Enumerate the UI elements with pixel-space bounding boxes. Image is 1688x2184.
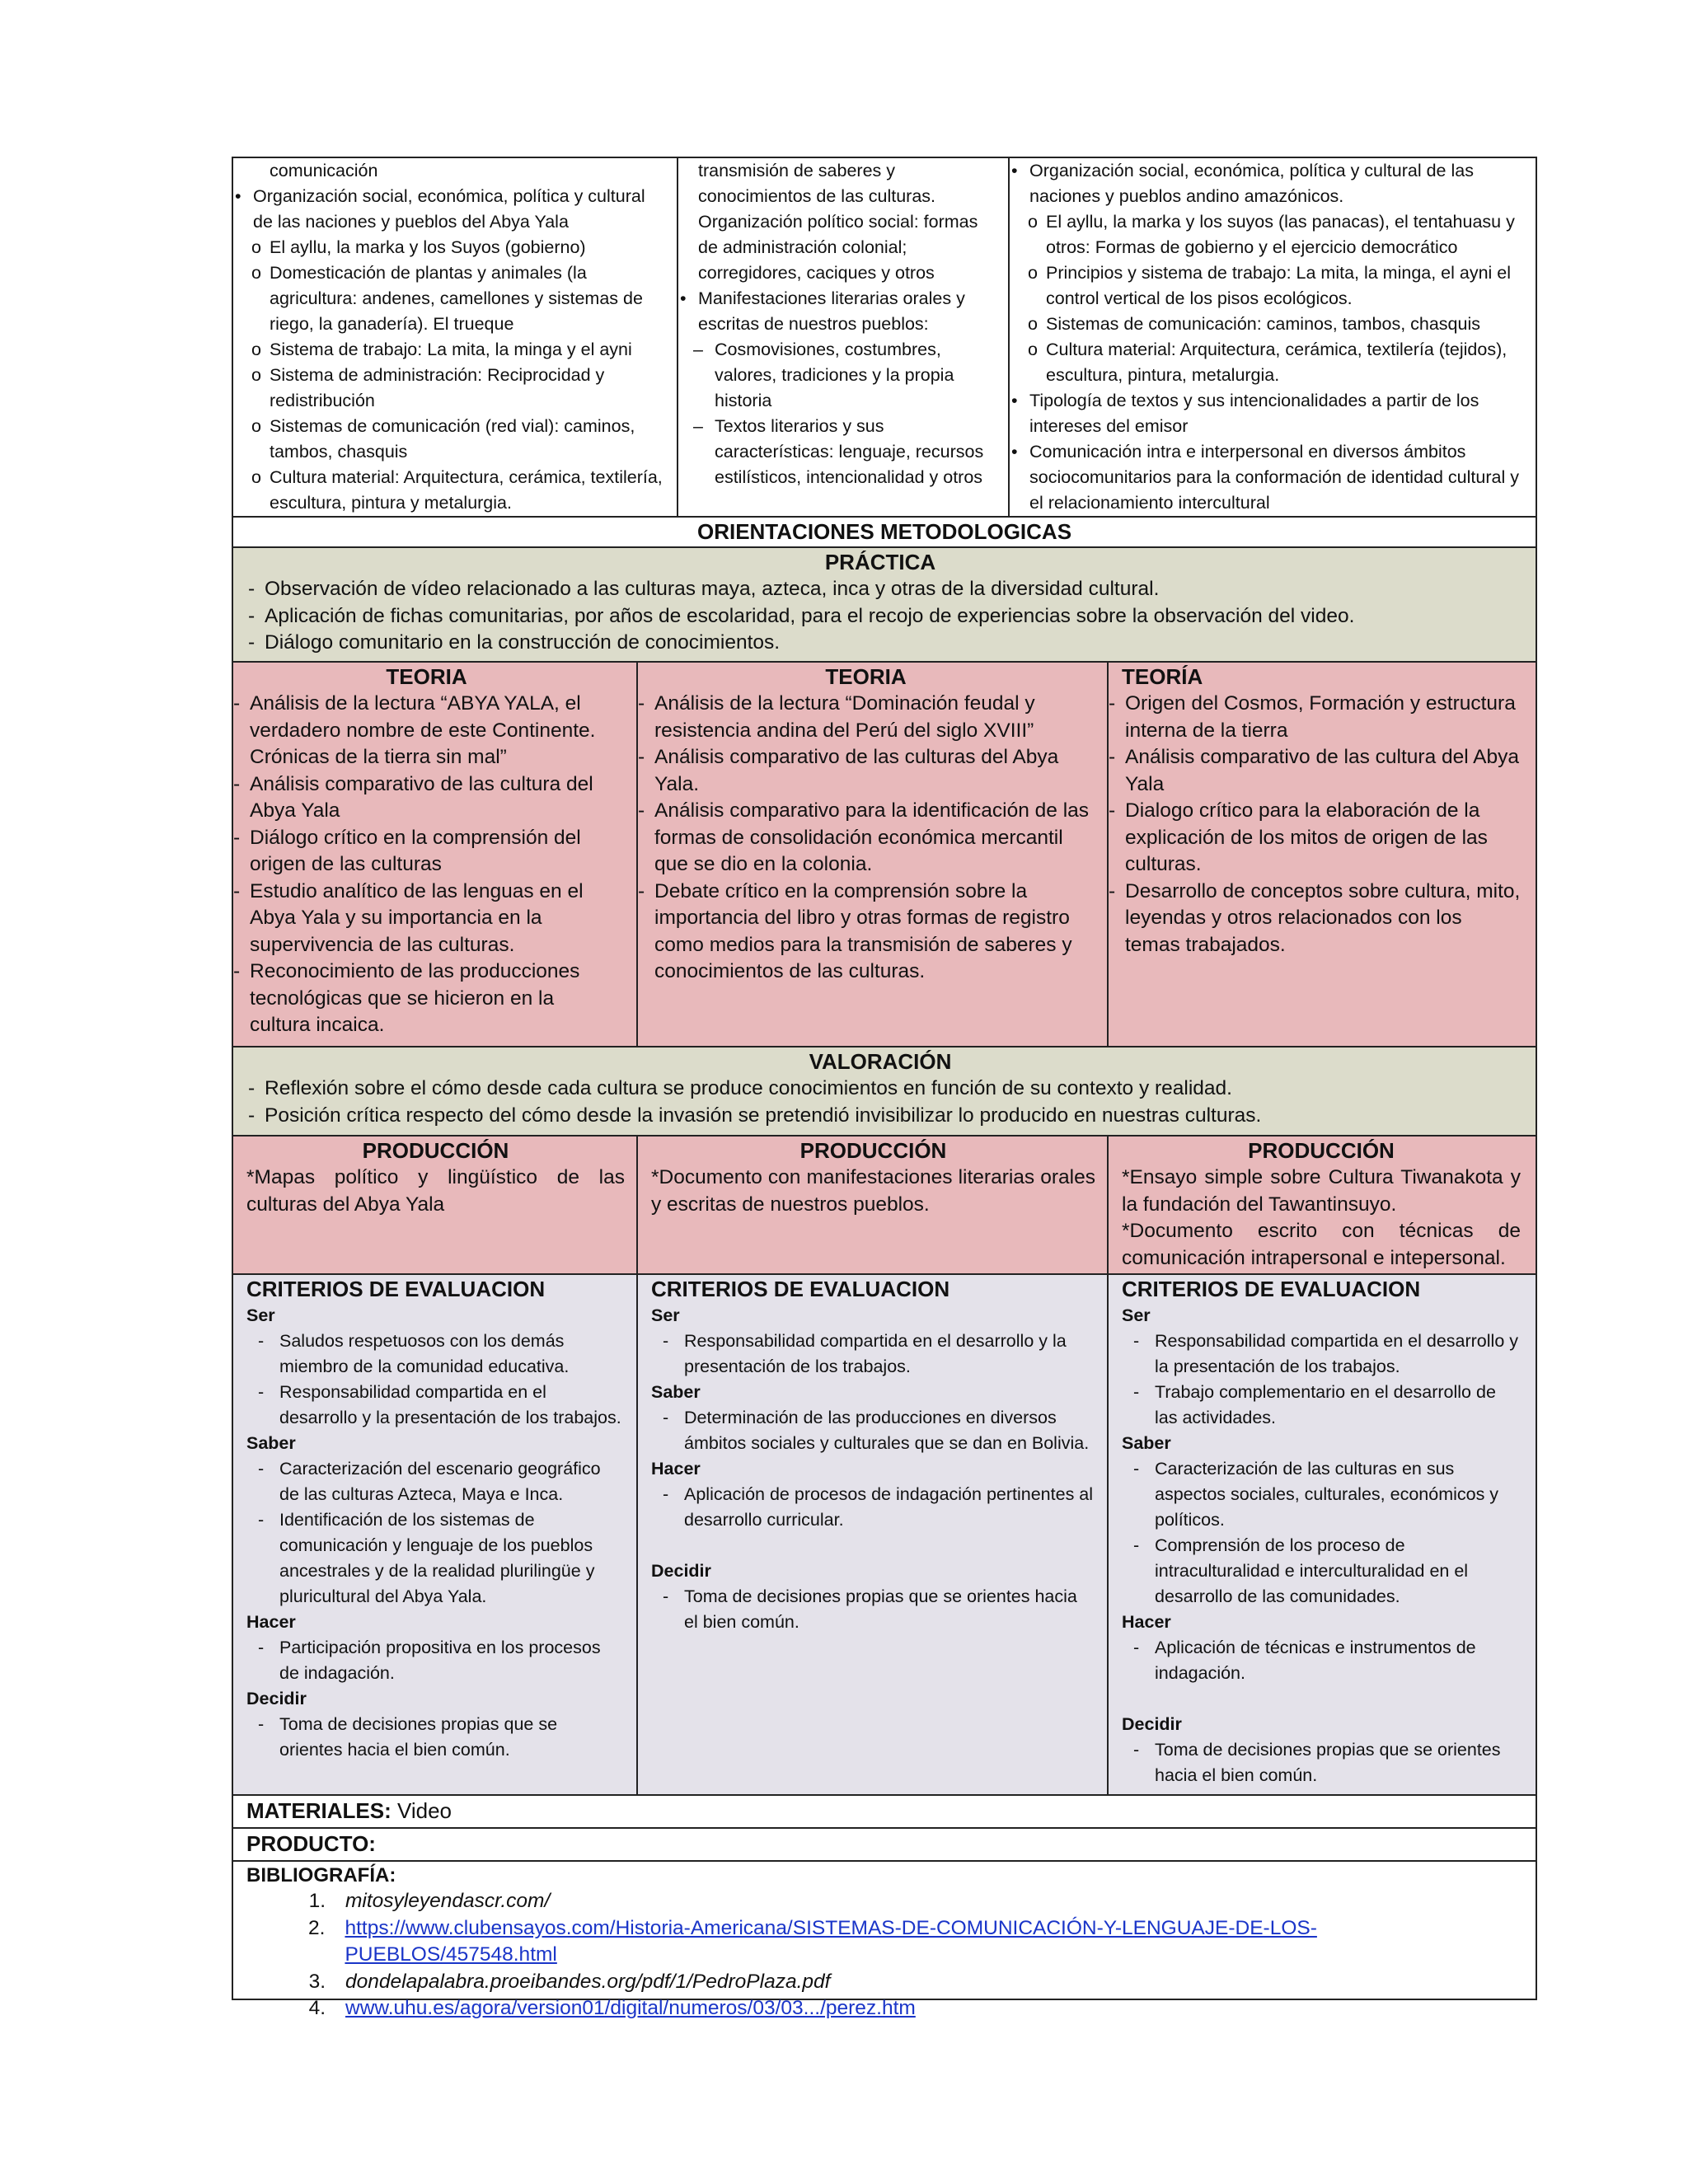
list-item: - Reconocimiento de las producciones tecnológicas que se hicieron en la cultura incaica. [233, 958, 620, 1039]
teoria-list [233, 691, 620, 1039]
section-title: TEORIA [386, 664, 467, 689]
criteria-list [651, 1329, 1094, 1380]
list-item: - Toma de decisiones propias que se orientes hacia el bien común. [1122, 1737, 1522, 1788]
section-title: PRODUCCIÓN [362, 1138, 509, 1163]
produccion-col-2 [638, 1137, 1109, 1273]
criterios-col-3 [1109, 1275, 1536, 1794]
criterios-col-1 [233, 1275, 638, 1794]
criteria-list [246, 1329, 623, 1431]
sub-list [678, 337, 1001, 490]
text-lead: Organización político social: formas de administración colonial; corregidores, caciques y otros [698, 212, 978, 283]
section-title: CRITERIOS DE EVALUACION [1122, 1277, 1421, 1301]
curriculum-plan-table [232, 157, 1537, 2019]
list-item: - Toma de decisiones propias que se orientes hacia el bien común. [246, 1712, 623, 1763]
produccion-col-1 [233, 1137, 638, 1273]
bib-text: mitosyleyendascr.com/ [345, 1890, 551, 1912]
list-item: - Observación de vídeo relacionado a las culturas maya, azteca, inca y otras de la diversidad cultural. [233, 576, 1527, 603]
criteria-list [246, 1712, 623, 1763]
list-item: o Sistemas de comunicación (red vial): caminos, tambos, chasquis [233, 414, 665, 465]
teoria-col-3 [1109, 663, 1536, 1046]
list-item: - Responsabilidad compartida en el desarrollo y la presentación de los trabajos. [246, 1380, 623, 1431]
list-item: - Análisis comparativo de las cultura del Abya Yala [233, 771, 620, 825]
list-item: • Manifestaciones literarias orales y escritas de nuestros pueblos: [678, 286, 1001, 337]
bibliografia-row [233, 1862, 1536, 2019]
list-item: - Reflexión sobre el cómo desde cada cultura se produce conocimientos en función de su contexto y realidad. [233, 1076, 1527, 1103]
section-title: TEORÍA [1122, 664, 1203, 689]
criteria-list [651, 1482, 1094, 1533]
contents-col-2 [678, 158, 1010, 516]
list-item [246, 1995, 1522, 2022]
list-item: - Debate crítico en la comprensión sobre la importancia del libro y otras formas de registro como medios para la transmisión de saberes y conocimientos de las culturas. [638, 879, 1094, 986]
criteria-label: Hacer [246, 1612, 296, 1632]
list-item: • Organización social, económica, política y cultural de las naciones y pueblos del Abya Yala [233, 184, 665, 235]
criteria-list [1122, 1329, 1522, 1431]
criterios-row [233, 1275, 1536, 1796]
valoracion-cell [233, 1047, 1536, 1135]
list-item: - Caracterización de las culturas en sus aspectos sociales, culturales, económicos y políticos. [1122, 1456, 1522, 1533]
list-item: o El ayllu, la marka y los suyos (las panacas), el tentahuasu y otros: Formas de gobierno y el ejercicio democrático [1010, 209, 1521, 260]
teoria-col-1 [233, 663, 638, 1046]
section-title: PRODUCCIÓN [799, 1138, 947, 1163]
item-number: 1. [308, 1890, 326, 1912]
produccion-text: *Documento con manifestaciones literarias orales y escritas de nuestros pueblos. [651, 1166, 1095, 1216]
criteria-label: Decidir [1122, 1714, 1182, 1734]
section-title: TEORIA [825, 664, 907, 689]
bullet-list [1010, 388, 1521, 516]
list-item: o El ayllu, la marka y los Suyos (gobierno) [233, 235, 665, 260]
criterios-col-2 [638, 1275, 1109, 1794]
materiales-label: MATERIALES: [246, 1798, 392, 1823]
practica-row [233, 548, 1536, 663]
criteria-list [651, 1405, 1094, 1456]
list-item: - Análisis comparativo para la identificación de las formas de consolidación económica mercantil que se dio en la colonia. [638, 798, 1094, 879]
criteria-label: Ser [246, 1305, 275, 1325]
criteria-list [246, 1635, 623, 1686]
list-item [246, 1915, 1522, 1969]
list-item: - Diálogo comunitario en la construcción de conocimientos. [233, 630, 1527, 657]
teoria-list [1109, 691, 1522, 958]
criteria-list [651, 1584, 1094, 1635]
criteria-label: Ser [651, 1305, 680, 1325]
list-item: - Análisis de la lectura “Dominación feudal y resistencia andina del Perú del siglo XVIII” [638, 691, 1094, 744]
list-item: - Posición crítica respecto del cómo desde la invasión se pretendió invisibilizar lo producido en nuestras culturas. [233, 1103, 1527, 1130]
produccion-col-3 [1109, 1137, 1536, 1273]
practica-cell [233, 548, 1536, 661]
list-item: - Análisis comparativo de las cultura del Abya Yala [1109, 744, 1522, 798]
list-item: o Principios y sistema de trabajo: La mita, la minga, el ayni el control vertical de los pisos ecológicos. [1010, 260, 1521, 312]
sub-list [1010, 209, 1521, 388]
valoracion-row [233, 1047, 1536, 1137]
list-item: - Desarrollo de conceptos sobre cultura, mito, leyendas y otros relacionados con los temas trabajados. [1109, 879, 1522, 959]
bib-link[interactable]: https://www.clubensayos.com/Historia-Americana/SISTEMAS-DE-COMUNICACIÓN-Y-LENGUAJE-DE-LOS-PUEBLOS/457548.html [345, 1916, 1317, 1966]
list-item: - Participación propositiva en los procesos de indagación. [246, 1635, 623, 1686]
list-item: - Diálogo crítico en la comprensión del origen de las culturas [233, 825, 620, 879]
section-title: PRÁCTICA [824, 550, 936, 574]
criteria-list [1122, 1737, 1522, 1788]
list-item: - Trabajo complementario en el desarrollo de las actividades. [1122, 1380, 1522, 1431]
list-item: • Organización social, económica, política y cultural de las naciones y pueblos andino amazónicos. [1010, 158, 1521, 209]
criteria-label: Saber [651, 1382, 701, 1402]
criteria-label: Ser [1122, 1305, 1151, 1325]
teoria-row [233, 663, 1536, 1047]
list-item: - Dialogo crítico para la elaboración de la explicación de los mitos de origen de las culturas. [1109, 798, 1522, 879]
list-item: - Identificación de los sistemas de comunicación y lenguaje de los pueblos ancestrales y de la realidad plurilingüe y pluricultural del Abya Yala. [246, 1507, 623, 1610]
list-item: - Aplicación de procesos de indagación pertinentes al desarrollo curricular. [651, 1482, 1094, 1533]
list-item: • Comunicación intra e interpersonal en diversos ámbitos sociocomunitarios para la conformación de identidad cultural y el relacionamiento intercultural [1010, 439, 1521, 516]
producto-label: PRODUCTO: [246, 1831, 376, 1856]
sub-list [233, 235, 665, 516]
list-item: – Cosmovisiones, costumbres, valores, tradiciones y la propia historia [678, 337, 1001, 414]
list-item: - Saludos respetuosos con los demás miembro de la comunidad educativa. [246, 1329, 623, 1380]
list-item: o Sistema de trabajo: La mita, la minga y el ayni [233, 337, 665, 363]
contents-row [233, 158, 1536, 518]
materiales-row [233, 1796, 1536, 1829]
section-title: PRODUCCIÓN [1248, 1138, 1395, 1163]
contents-col-3 [1010, 158, 1536, 516]
section-title: ORIENTACIONES METODOLOGICAS [696, 519, 1072, 544]
list-item: – Textos literarios y sus características: lenguaje, recursos estilísticos, intencionalidad y otros [678, 414, 1001, 490]
text-lead: comunicación [270, 161, 378, 180]
orientaciones-row [233, 518, 1536, 548]
section-title: VALORACIÓN [809, 1049, 952, 1074]
list-item: o Cultura material: Arquitectura, cerámica, textilería (tejidos), escultura, pintura, metalurgia. [1010, 337, 1521, 388]
criteria-list [246, 1456, 623, 1610]
criteria-label: Decidir [246, 1689, 307, 1708]
list-item: • Tipología de textos y sus intencionalidades a partir de los intereses del emisor [1010, 388, 1521, 439]
list-item: - Determinación de las producciones en diversos ámbitos sociales y culturales que se dan en Bolivia. [651, 1405, 1094, 1456]
list-item: - Análisis comparativo de las culturas del Abya Yala. [638, 744, 1094, 798]
materiales-cell [233, 1796, 1536, 1827]
item-number: 2. [308, 1916, 326, 1939]
bullet-list [233, 184, 665, 235]
teoria-list [638, 691, 1094, 986]
list-item: - Aplicación de técnicas e instrumentos de indagación. [1122, 1635, 1522, 1686]
bibliografia-list [246, 1888, 1522, 2022]
produccion-text: *Mapas político y lingüístico de las culturas del Abya Yala [246, 1166, 625, 1216]
list-item [246, 1969, 1522, 1996]
list-item: o Sistemas de comunicación: caminos, tambos, chasquis [1010, 312, 1521, 337]
materiales-value: Video [396, 1798, 452, 1823]
valoracion-list [233, 1076, 1527, 1129]
section-title: CRITERIOS DE EVALUACION [651, 1277, 950, 1301]
list-item: - Origen del Cosmos, Formación y estructura interna de la tierra [1109, 691, 1522, 744]
criteria-label: Hacer [651, 1459, 701, 1479]
list-item: - Caracterización del escenario geográfico de las culturas Azteca, Maya e Inca. [246, 1456, 623, 1507]
bib-link[interactable]: www.uhu.es/agora/version01/digital/numeros/03/03.../perez.htm [345, 1997, 916, 2019]
producto-row [233, 1829, 1536, 1862]
criteria-list [1122, 1456, 1522, 1610]
list-item: - Aplicación de fichas comunitarias, por años de escolaridad, para el recojo de experiencias sobre la observación del video. [233, 603, 1527, 630]
produccion-text: *Ensayo simple sobre Cultura Tiwanakota y la fundación del Tawantinsuyo. [1122, 1166, 1521, 1216]
teoria-col-2 [638, 663, 1109, 1046]
criteria-label: Decidir [651, 1561, 711, 1581]
list-item: o Sistema de administración: Reciprocidad y redistribución [233, 363, 665, 414]
list-item: - Toma de decisiones propias que se orientes hacia el bien común. [651, 1584, 1094, 1635]
list-item: - Estudio analítico de las lenguas en el Abya Yala y su importancia en la supervivencia de las culturas. [233, 879, 620, 959]
contents-col-1 [233, 158, 678, 516]
bibliografia-cell [233, 1862, 1536, 2019]
bibliografia-label: BIBLIOGRAFÍA: [246, 1864, 396, 1886]
criteria-label: Saber [1122, 1433, 1171, 1453]
bullet-list [678, 286, 1001, 337]
list-item: o Domesticación de plantas y animales (la agricultura: andenes, camellones y sistemas de riego, la ganadería). El trueque [233, 260, 665, 337]
list-item [246, 1888, 1522, 1915]
criteria-list [1122, 1635, 1522, 1686]
item-number: 3. [308, 1970, 326, 1993]
list-item: - Comprensión de los proceso de intraculturalidad e interculturalidad en el desarrollo de las comunidades. [1122, 1533, 1522, 1610]
criteria-label: Hacer [1122, 1612, 1171, 1632]
produccion-text: *Documento escrito con técnicas de comunicación intrapersonal e intepersonal. [1122, 1220, 1521, 1269]
item-number: 4. [308, 1997, 326, 2019]
practica-list [233, 576, 1527, 657]
bib-text: dondelapalabra.proeibandes.org/pdf/1/PedroPlaza.pdf [345, 1970, 831, 1993]
list-item: - Análisis de la lectura “ABYA YALA, el verdadero nombre de este Continente. Crónicas de la tierra sin mal” [233, 691, 620, 771]
bullet-list [1010, 158, 1521, 209]
text-lead: transmisión de saberes y conocimientos de las culturas. [698, 161, 936, 206]
list-item: - Responsabilidad compartida en el desarrollo y la presentación de los trabajos. [1122, 1329, 1522, 1380]
criteria-label: Saber [246, 1433, 296, 1453]
section-title: CRITERIOS DE EVALUACION [246, 1277, 546, 1301]
list-item: o Cultura material: Arquitectura, cerámica, textilería, escultura, pintura y metalurgia. [233, 465, 665, 516]
produccion-row [233, 1137, 1536, 1275]
list-item: - Responsabilidad compartida en el desarrollo y la presentación de los trabajos. [651, 1329, 1094, 1380]
